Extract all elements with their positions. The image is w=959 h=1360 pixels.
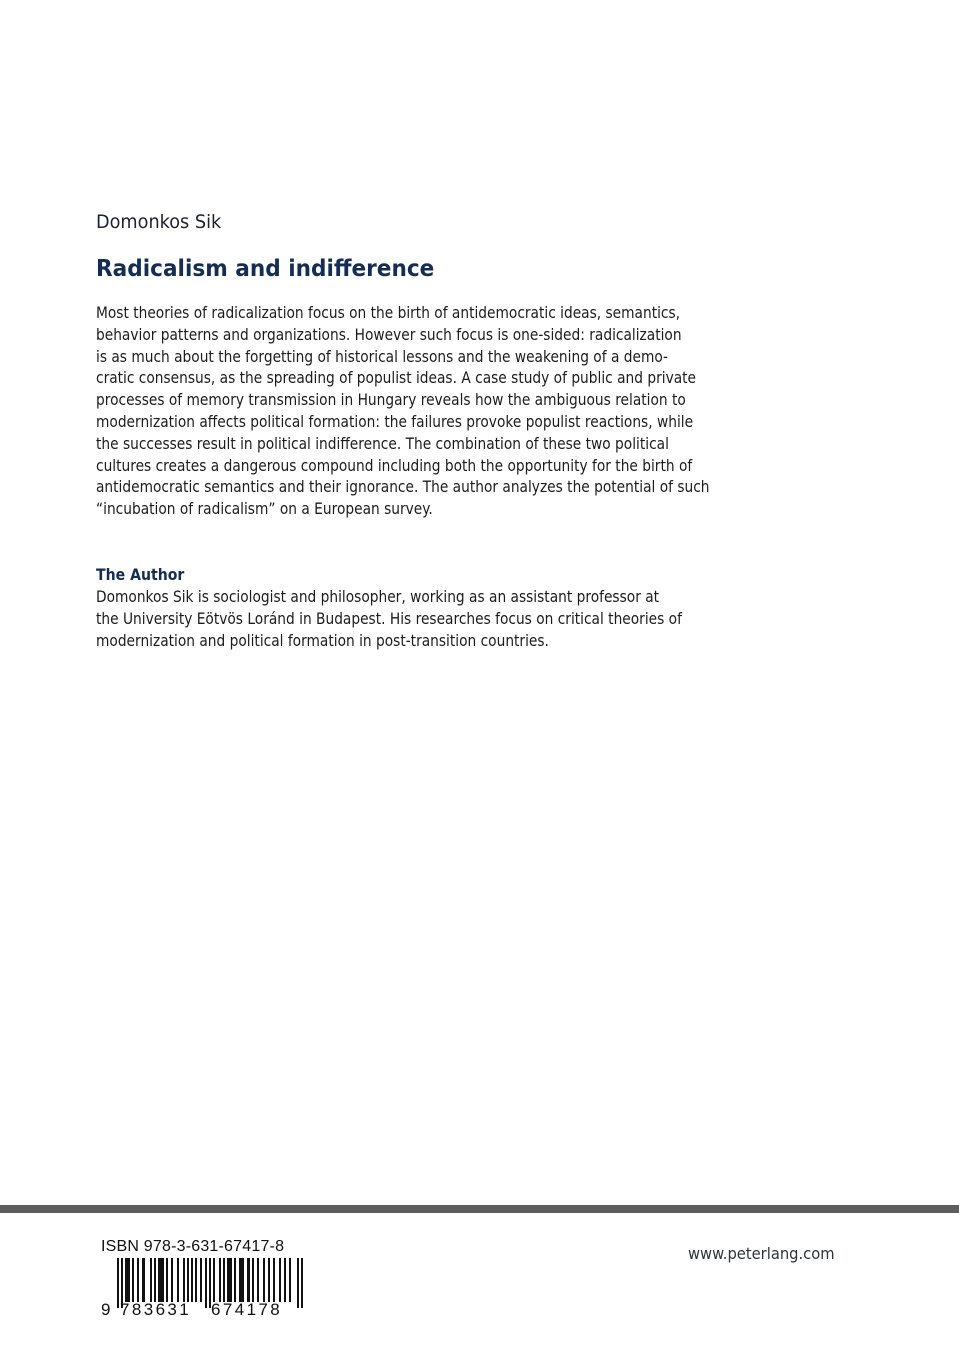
- bio-line: modernization and political formation in post-transition countries.: [96, 630, 549, 650]
- bio-line: Domonkos Sik is sociologist and philosopher, working as an assistant professor at: [96, 587, 660, 606]
- description-line: behavior patterns and organizations. However such focus is one-sided: radicalization: [96, 324, 682, 344]
- description-line: antidemocratic semantics and their ignorance. The author analyzes the potential of such: [96, 477, 710, 497]
- description-line: Most theories of radicalization focus on the birth of antidemocratic ideas, semantics,: [96, 303, 681, 322]
- book-title: Radicalism and indifference: [96, 254, 435, 282]
- description-line: “incubation of radicalism” on a European survey.: [96, 499, 433, 519]
- bio-line: the University Eötvös Loránd in Budapest. His researches focus on critical theories of: [96, 608, 682, 628]
- author-bio: [96, 586, 816, 651]
- footer-divider-bar: [0, 1205, 959, 1213]
- barcode-lead-digit: 9: [101, 1300, 111, 1319]
- author-section-heading: The Author: [96, 565, 185, 584]
- book-description: [96, 302, 816, 520]
- description-line: cratic consensus, as the spreading of populist ideas. A case study of public and private: [96, 368, 697, 388]
- barcode-right-digits: 674178: [211, 1300, 283, 1319]
- description-line: processes of memory transmission in Hungary reveals how the ambiguous relation to: [96, 390, 686, 410]
- description-line: is as much about the forgetting of historical lessons and the weakening of a demo-: [96, 346, 668, 366]
- description-line: modernization affects political formation: the failures provoke populist reactions, while: [96, 411, 694, 431]
- barcode-left-digits: 783631: [120, 1300, 192, 1319]
- publisher-website: www.peterlang.com: [688, 1244, 835, 1263]
- author-name: Domonkos Sik: [96, 211, 222, 233]
- description-line: cultures creates a dangerous compound including both the opportunity for the birth of: [96, 455, 693, 475]
- description-line: the successes result in political indifference. The combination of these two political: [96, 433, 669, 453]
- isbn-label: ISBN 978-3-631-67417-8: [101, 1238, 285, 1255]
